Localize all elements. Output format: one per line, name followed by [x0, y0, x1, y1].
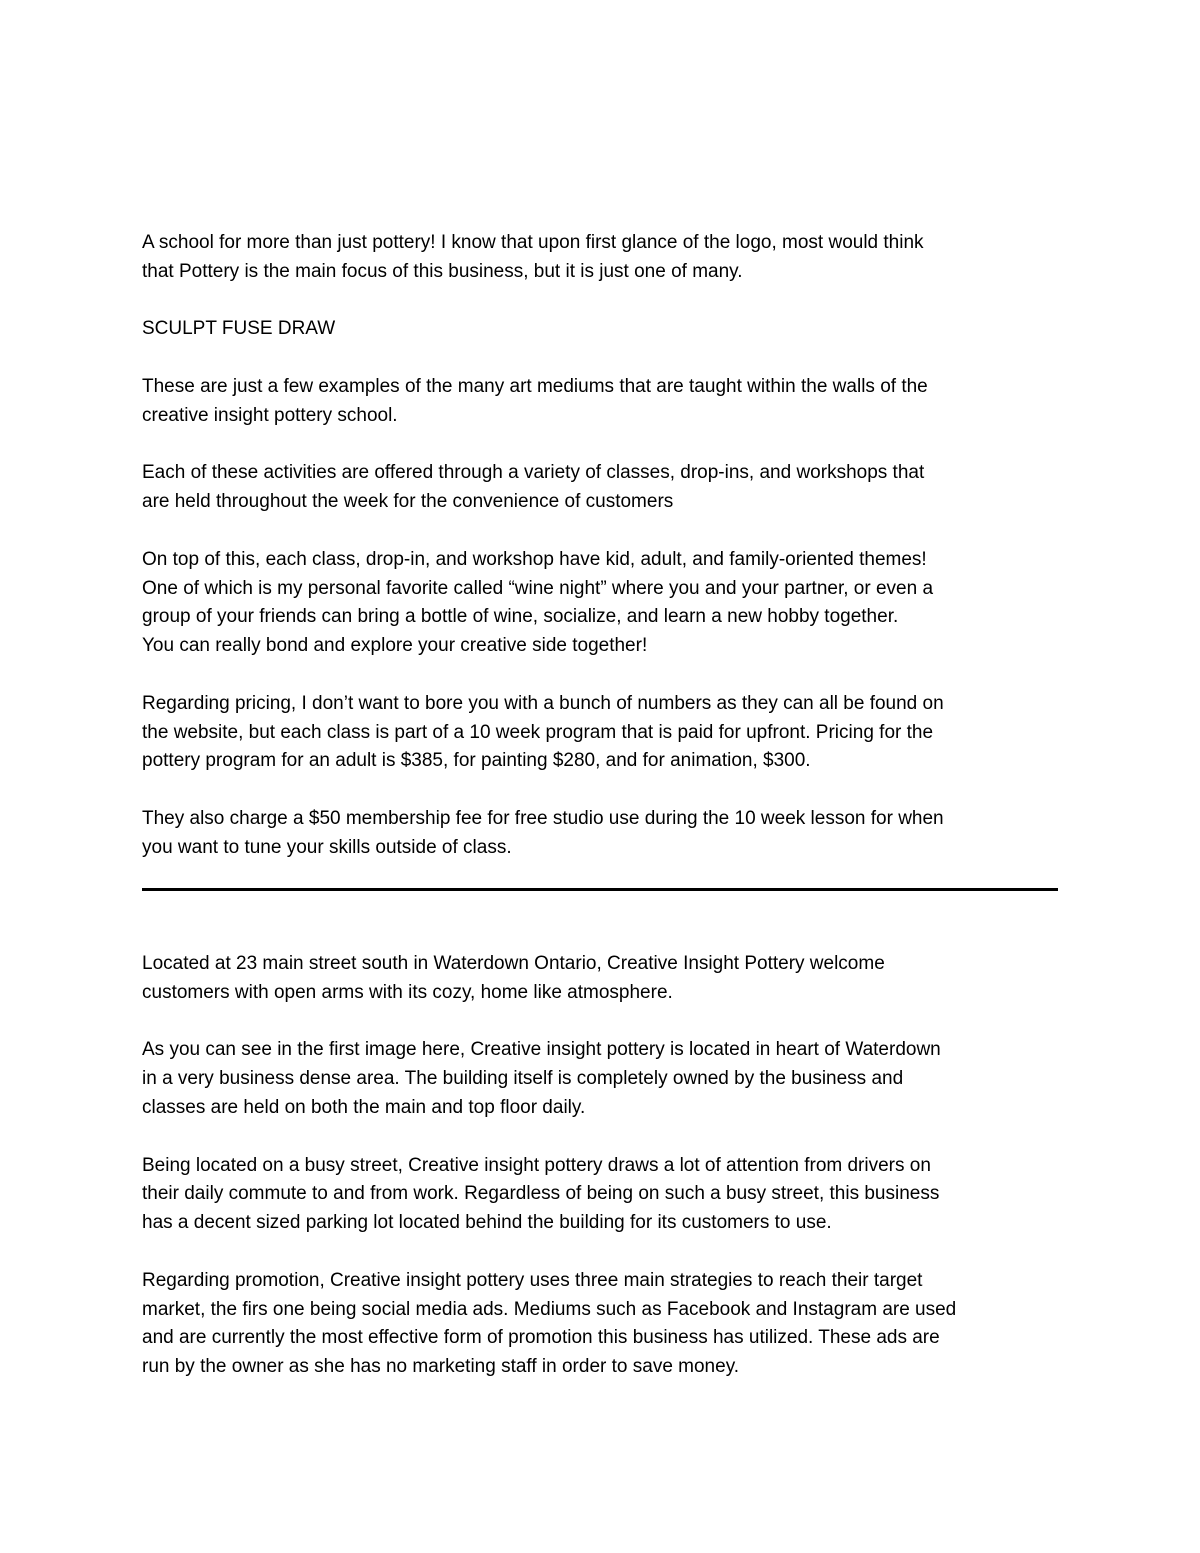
text-line: market, the firs one being social media ads. Mediums such as Facebook and Instagram are used	[142, 1298, 957, 1320]
text-line: pottery program for an adult is $385, for painting $280, and for animation, $300.	[142, 750, 811, 772]
text-line: you want to tune your skills outside of class.	[142, 836, 512, 858]
section-intro	[142, 229, 1072, 891]
text-line: They also charge a $50 membership fee for free studio use during the 10 week lesson for when	[142, 807, 944, 829]
text-line: Each of these activities are offered through a variety of classes, drop-ins, and workshops that	[142, 462, 925, 484]
text-line: the website, but each class is part of a 10 week program that is paid for upfront. Pricing for the	[142, 721, 934, 743]
section-location	[142, 950, 1072, 1411]
paragraph-art-mediums	[142, 373, 1072, 431]
text-line: Located at 23 main street south in Waterdown Ontario, Creative Insight Pottery welcome	[142, 953, 885, 974]
text-line: customers with open arms with its cozy, home like atmosphere.	[142, 981, 673, 1003]
text-line: As you can see in the first image here, Creative insight pottery is located in heart of Waterdown	[142, 1039, 941, 1061]
text-line: These are just a few examples of the many art mediums that are taught within the walls of the	[142, 375, 928, 397]
text-line: run by the owner as she has no marketing staff in order to save money.	[142, 1356, 740, 1378]
text-line: Regarding promotion, Creative insight pottery uses three main strategies to reach their target	[142, 1269, 923, 1291]
paragraph-intro	[142, 229, 1072, 287]
section-divider	[142, 888, 1058, 891]
paragraph-promotion	[142, 1267, 1072, 1382]
text-line: You can really bond and explore your creative side together!	[142, 635, 648, 657]
paragraph-activities	[142, 459, 1072, 517]
text-line: Being located on a busy street, Creative insight pottery draws a lot of attention from drivers on	[142, 1154, 931, 1176]
text-line: Regarding pricing, I don’t want to bore you with a bunch of numbers as they can all be found on	[142, 692, 944, 714]
text-line: group of your friends can bring a bottle of wine, socialize, and learn a new hobby together.	[142, 606, 899, 628]
paragraph-building	[142, 1036, 1072, 1122]
text-line: in a very business dense area. The building itself is completely owned by the business and	[142, 1068, 904, 1090]
text-line: their daily commute to and from work. Regardless of being on such a busy street, this business	[142, 1183, 940, 1205]
text-line: On top of this, each class, drop-in, and workshop have kid, adult, and family-oriented themes!	[142, 548, 927, 570]
paragraph-location	[142, 950, 1072, 1008]
text-line: A school for more than just pottery! I know that upon first glance of the logo, most would think	[142, 232, 924, 253]
text-line: One of which is my personal favorite called “wine night” where you and your partner, or even a	[142, 577, 934, 599]
text-line: SCULPT FUSE DRAW	[142, 318, 336, 340]
text-line: classes are held on both the main and top floor daily.	[142, 1096, 586, 1118]
paragraph-membership	[142, 805, 1072, 863]
paragraph-themes	[142, 546, 1072, 661]
paragraph-mediums-heading	[142, 315, 1072, 344]
paragraph-street	[142, 1152, 1072, 1238]
text-line: and are currently the most effective form of promotion this business has utilized. These ads are	[142, 1327, 940, 1349]
text-line: has a decent sized parking lot located behind the building for its customers to use.	[142, 1212, 832, 1234]
text-line: that Pottery is the main focus of this business, but it is just one of many.	[142, 260, 743, 282]
text-line: creative insight pottery school.	[142, 404, 398, 426]
text-line: are held throughout the week for the convenience of customers	[142, 491, 674, 513]
paragraph-pricing	[142, 690, 1072, 776]
